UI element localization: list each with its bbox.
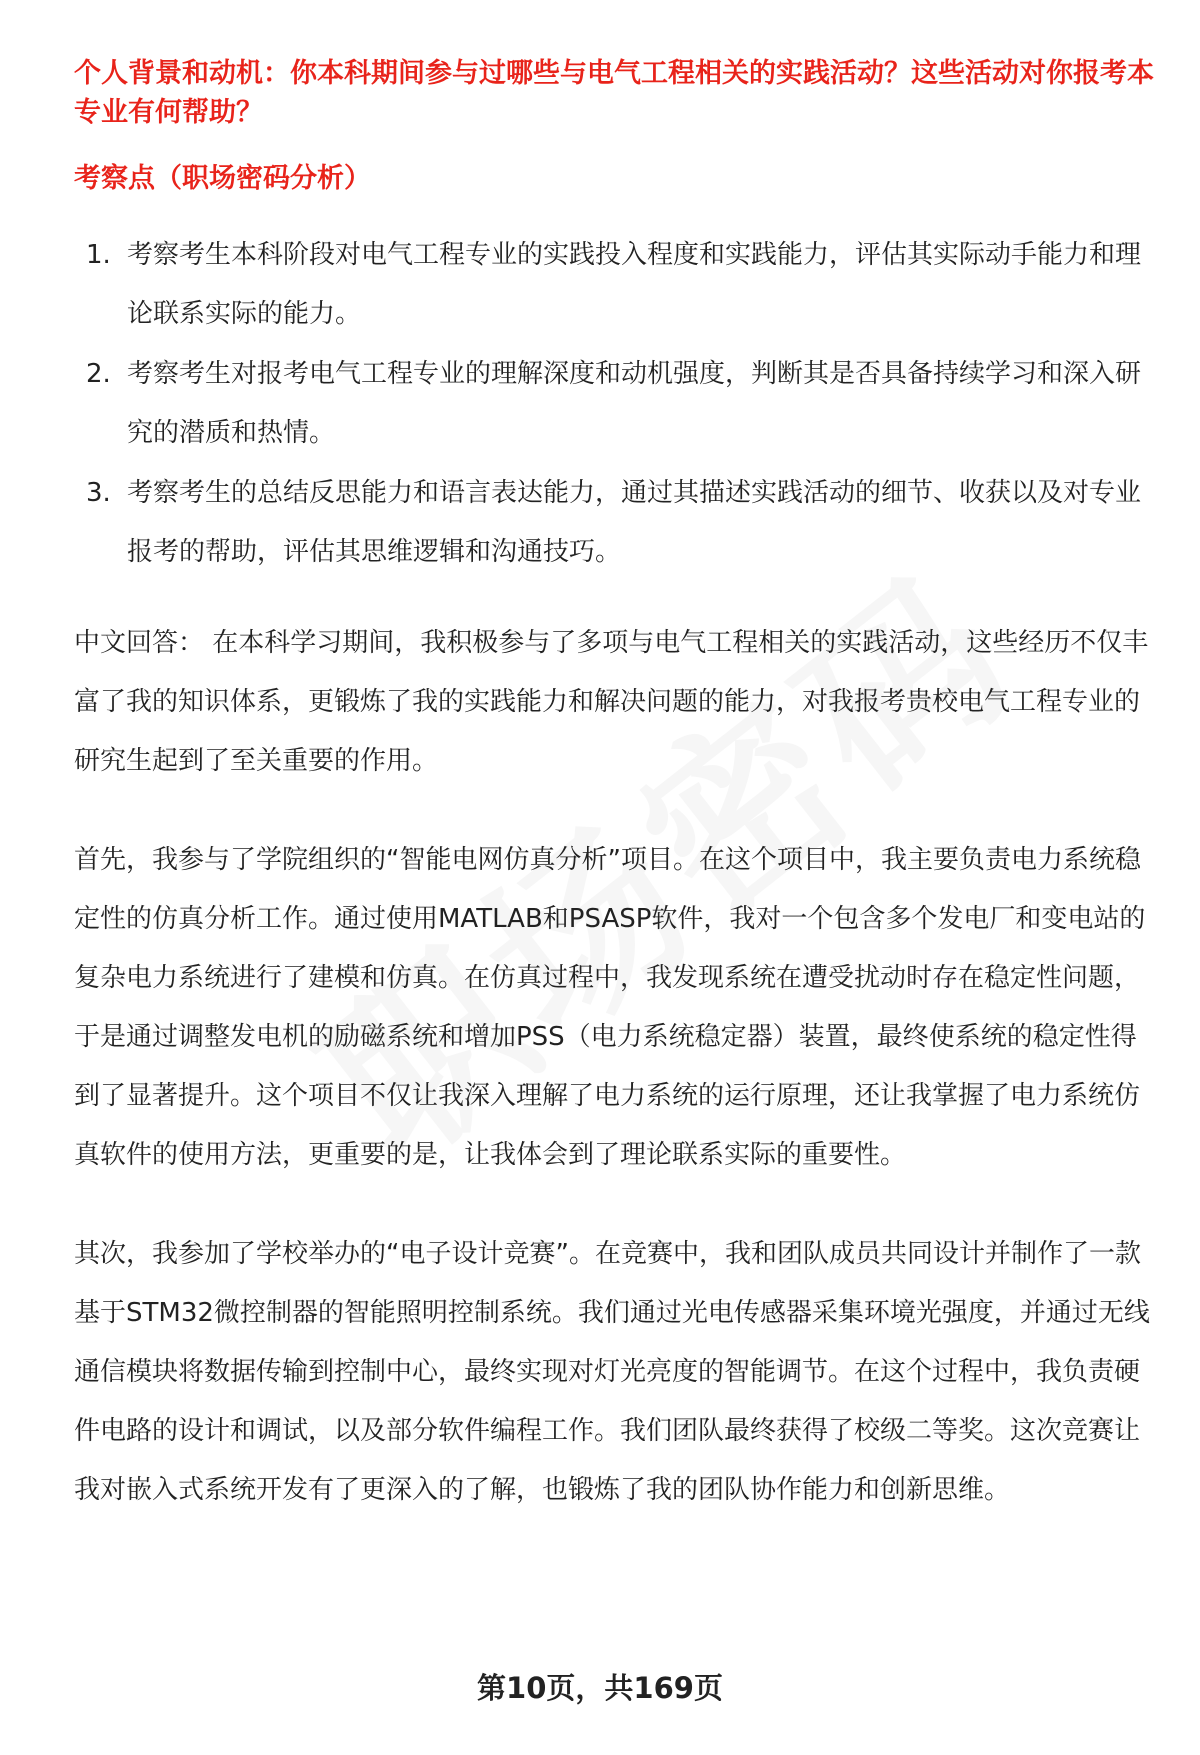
section-title: 考察点（职场密码分析）: [74, 163, 371, 194]
list-item-text: 考察考生对报考电气工程专业的理解深度和动机强度，判断其是否具备持续学习和深入研究的潜质和热情。: [127, 359, 1142, 448]
list-item: [74, 345, 1154, 463]
page-number-footer: 第10页，共169页: [477, 1671, 723, 1705]
list-item-number: 2.: [86, 359, 111, 389]
list-item: [74, 464, 1154, 582]
list-item: [74, 226, 1154, 344]
list-item-text: 考察考生的总结反思能力和语言表达能力，通过其描述实践活动的细节、收获以及对专业报考的帮助，评估其思维逻辑和沟通技巧。: [127, 478, 1142, 567]
list-item-number: 1.: [86, 240, 111, 270]
list-item-number: 3.: [86, 478, 111, 508]
answer-paragraph: 其次，我参加了学校举办的“电子设计竞赛”。在竞赛中，我和团队成员共同设计并制作了一款基于STM32微控制器的智能照明控制系统。我们通过光电传感器采集环境光强度，并通过无线通信模块将数据传输到控制中心，最终实现对灯光亮度的智能调节。在这个过程中，我负责硬件电路的设计和调试，以及部分软件编程工作。我们团队最终获得了校级二等奖。这次竞赛让我对嵌入式系统开发有了更深入的了解，也锻炼了我的团队协作能力和创新思维。: [74, 1239, 1150, 1505]
question-heading: 个人背景和动机：你本科期间参与过哪些与电气工程相关的实践活动？这些活动对你报考本专业有何帮助？: [74, 58, 1154, 128]
assessment-points-list: [74, 226, 1154, 582]
document-page: [74, 54, 1154, 1520]
answer-paragraph: 首先，我参与了学院组织的“智能电网仿真分析”项目。在这个项目中，我主要负责电力系统稳定性的仿真分析工作。通过使用MATLAB和PSASP软件，我对一个包含多个发电厂和变电站的复杂电力系统进行了建模和仿真。在仿真过程中，我发现系统在遭受扰动时存在稳定性问题，于是通过调整发电机的励磁系统和增加PSS（电力系统稳定器）装置，最终使系统的稳定性得到了显著提升。这个项目不仅让我深入理解了电力系统的运行原理，还让我掌握了电力系统仿真软件的使用方法，更重要的是，让我体会到了理论联系实际的重要性。: [74, 845, 1146, 1170]
answer-paragraph: 中文回答： 在本科学习期间，我积极参与了多项与电气工程相关的实践活动，这些经历不仅丰富了我的知识体系，更锻炼了我的实践能力和解决问题的能力，对我报考贵校电气工程专业的研究生起到了至关重要的作用。: [74, 628, 1149, 776]
list-item-text: 考察考生本科阶段对电气工程专业的实践投入程度和实践能力，评估其实际动手能力和理论联系实际的能力。: [127, 240, 1142, 329]
